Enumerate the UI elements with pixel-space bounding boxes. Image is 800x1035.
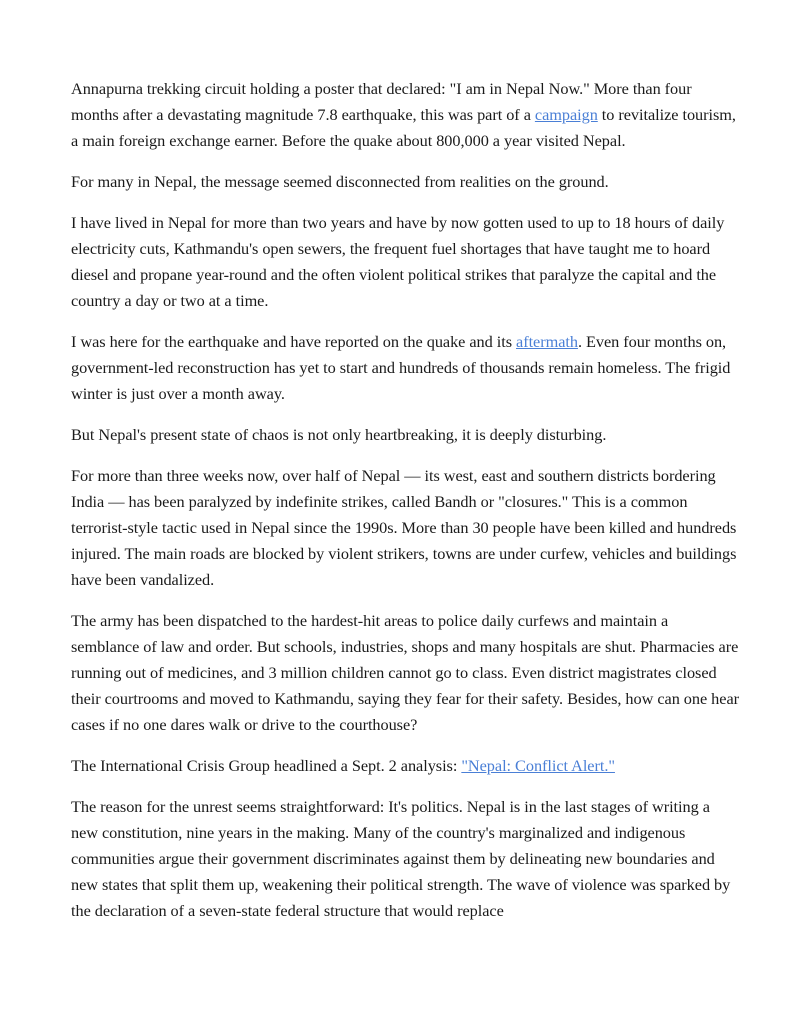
- paragraph-text: I have lived in Nepal for more than two years and have by now gotten used to up to 18 hours of daily electricity cuts, Kathmandu's open sewers, the frequent fuel shortages that have taught me to hoard diesel and propane year-round and the often violent political strikes that paralyze the capital and the country a day or two at a time.: [71, 213, 725, 310]
- paragraph-lived-in-nepal: [71, 210, 739, 314]
- paragraph-earthquake-aftermath: [71, 329, 739, 407]
- paragraph-army-dispatched: [71, 608, 739, 738]
- paragraph-text: The reason for the unrest seems straightforward: It's politics. Nepal is in the last stages of writing a new constitution, nine years in the making. Many of the country's marginalized and indigenous communities argue their government discriminates against them by delineating new boundaries and new states that split them up, weakening their political strength. The wave of violence was sparked by the declaration of a seven-state federal structure that would replace: [71, 797, 731, 920]
- campaign-link[interactable]: campaign: [534, 105, 598, 124]
- paragraph-crisis-group: [71, 753, 739, 779]
- article-body: [71, 76, 739, 939]
- paragraph-tourism-campaign: [71, 76, 739, 154]
- paragraph-message-disconnected: [71, 169, 739, 195]
- paragraph-text: Annapurna trekking circuit holding a poster that declared: "I am in Nepal Now." More than four months after a devastating magnitude 7.8 earthquake, this was part of a: [71, 79, 692, 124]
- paragraph-text: The International Crisis Group headlined a Sept. 2 analysis:: [71, 756, 462, 775]
- paragraph-text: The army has been dispatched to the hardest-hit areas to police daily curfews and maintain a semblance of law and order. But schools, industries, shops and many hospitals are shut. Pharmacies are running out of medicines, and 3 million children cannot go to class. Even district magistrates closed their courtrooms and moved to Kathmandu, saying they fear for their safety. Besides, how can one hear cases if no one dares walk or drive to the courthouse?: [71, 611, 739, 734]
- paragraph-reason-for-unrest: [71, 794, 739, 924]
- conflict-alert-link[interactable]: "Nepal: Conflict Alert.": [461, 756, 615, 775]
- paragraph-text: . Even four months on, government-led reconstruction has yet to start and hundreds of thousands remain homeless. The frigid winter is just over a month away.: [71, 332, 731, 403]
- aftermath-link[interactable]: aftermath: [516, 332, 578, 351]
- paragraph-text: For more than three weeks now, over half of Nepal — its west, east and southern districts bordering India — has been paralyzed by indefinite strikes, called Bandh or "closures." This is a common terrorist-style tactic used in Nepal since the 1990s. More than 30 people have been killed and hundreds injured. The main roads are blocked by violent strikers, towns are under curfew, vehicles and buildings have been vandalized.: [71, 466, 737, 589]
- paragraph-text: But Nepal's present state of chaos is not only heartbreaking, it is deeply disturbing.: [71, 425, 607, 444]
- paragraph-strikes: [71, 463, 739, 593]
- paragraph-text: to revitalize tourism, a main foreign exchange earner. Before the quake about 800,000 a year visited Nepal.: [71, 105, 736, 150]
- paragraph-text: I was here for the earthquake and have reported on the quake and its: [71, 332, 517, 351]
- paragraph-text: For many in Nepal, the message seemed disconnected from realities on the ground.: [71, 172, 609, 191]
- paragraph-state-of-chaos: [71, 422, 739, 448]
